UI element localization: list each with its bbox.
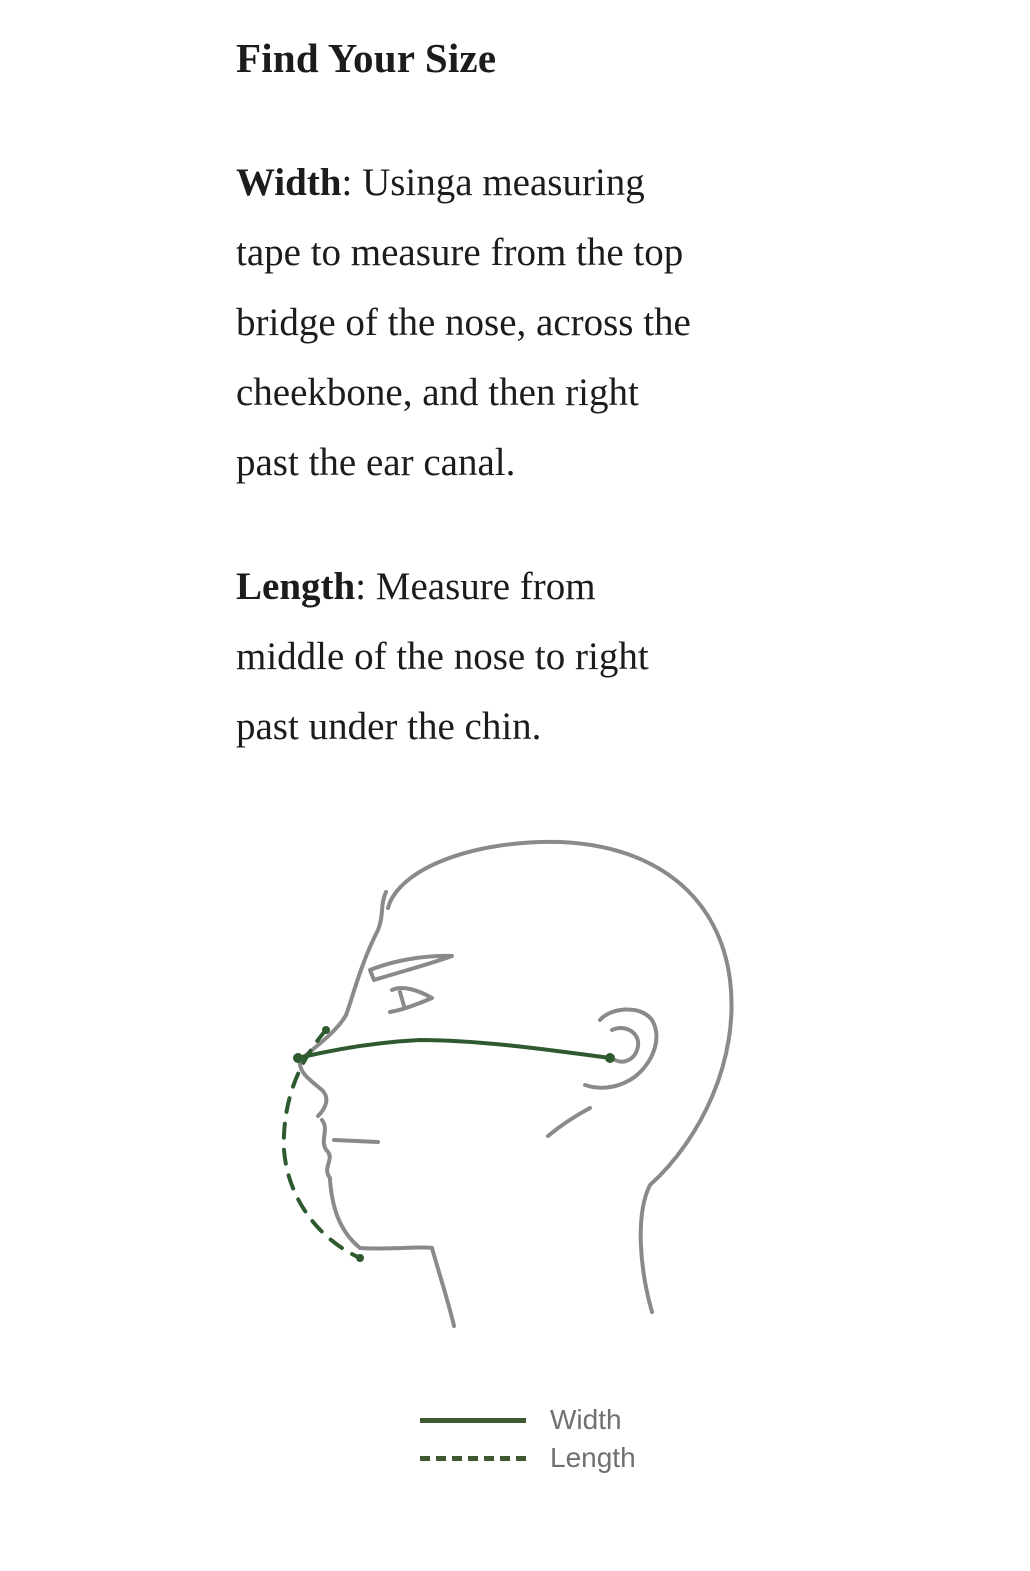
legend-item-width bbox=[420, 1402, 680, 1438]
dashed-line-swatch bbox=[420, 1456, 526, 1461]
legend-length-label: Length bbox=[550, 1442, 636, 1473]
width-start-dot bbox=[293, 1053, 303, 1063]
width-text-1: : Usinga measuring bbox=[341, 161, 645, 204]
length-text-1: : Measure from bbox=[355, 565, 596, 608]
head-measurement-diagram bbox=[270, 830, 750, 1350]
skull-back-outline bbox=[388, 842, 732, 1312]
length-start-dot bbox=[322, 1026, 330, 1034]
eye-pupil bbox=[400, 992, 404, 1006]
length-instructions bbox=[236, 552, 796, 762]
width-text-3: bridge of the nose, across the bbox=[236, 301, 691, 344]
ear-outline bbox=[585, 1009, 656, 1087]
width-measure-path bbox=[298, 1040, 610, 1058]
width-term: Width bbox=[236, 161, 342, 204]
length-line-1 bbox=[236, 552, 796, 622]
length-measure-path bbox=[284, 1030, 360, 1258]
ear-inner bbox=[612, 1028, 638, 1062]
width-text-5: past the ear canal. bbox=[236, 441, 516, 484]
eyebrow-outline bbox=[370, 956, 452, 980]
length-term: Length bbox=[236, 565, 356, 608]
width-line-1 bbox=[236, 148, 796, 218]
width-measure-line bbox=[293, 1040, 615, 1063]
jaw-outline bbox=[548, 1108, 590, 1136]
length-end-dot bbox=[356, 1254, 364, 1262]
width-text-4: cheekbone, and then right bbox=[236, 371, 639, 414]
forehead-outline bbox=[346, 892, 386, 1015]
page-title: Find Your Size bbox=[236, 35, 497, 81]
front-neck-outline bbox=[432, 1248, 454, 1326]
length-text-2: middle of the nose to right bbox=[236, 635, 649, 678]
solid-line-swatch bbox=[420, 1418, 526, 1423]
mouth-line bbox=[334, 1140, 378, 1142]
eye-outline bbox=[390, 988, 432, 1012]
legend-width-label: Width bbox=[550, 1404, 622, 1435]
width-end-dot bbox=[605, 1053, 615, 1063]
chin-outline bbox=[330, 1180, 432, 1249]
legend-item-length bbox=[420, 1440, 680, 1476]
diagram-legend bbox=[420, 1400, 680, 1480]
width-text-2: tape to measure from the top bbox=[236, 231, 684, 274]
lips-outline bbox=[322, 1120, 330, 1178]
head-outline bbox=[300, 842, 732, 1326]
length-text-3: past under the chin. bbox=[236, 705, 542, 748]
width-instructions bbox=[236, 148, 796, 498]
